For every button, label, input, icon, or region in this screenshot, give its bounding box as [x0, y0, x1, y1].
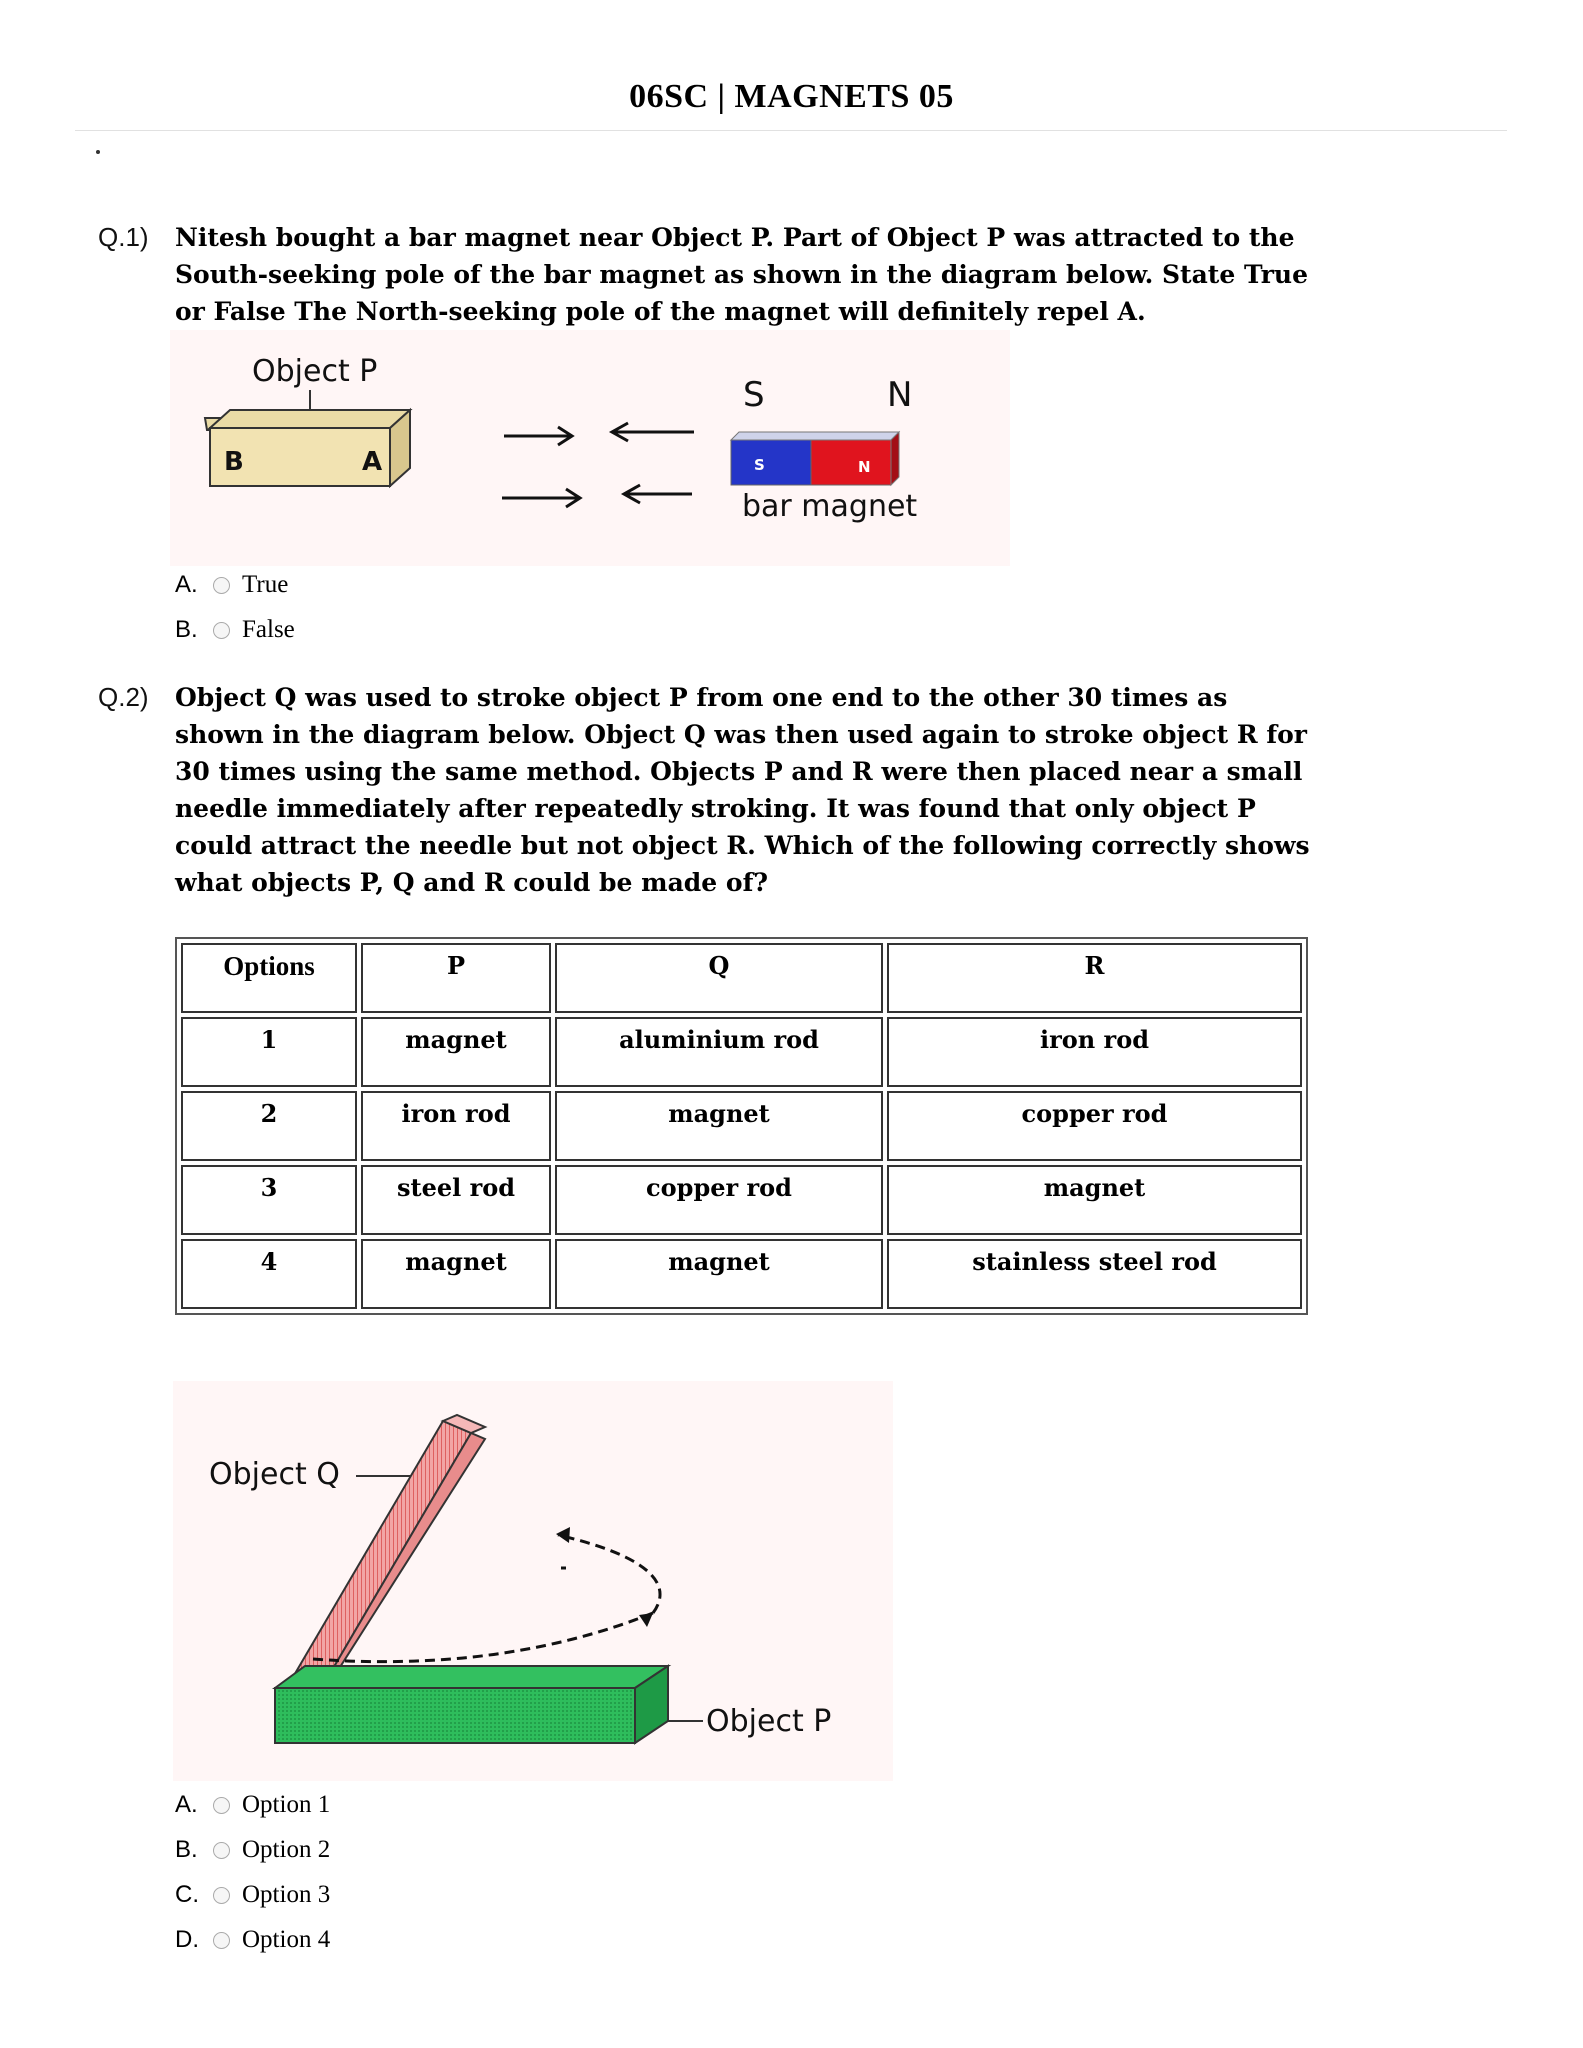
- page-title: 06SC | MAGNETS 05: [629, 78, 954, 115]
- table-row: [181, 1017, 1302, 1087]
- q1-option-a-radio[interactable]: [213, 577, 230, 594]
- table-cell: magnet: [361, 1017, 551, 1087]
- header-divider: [75, 130, 1507, 131]
- bullet-dot: [96, 150, 100, 154]
- table-row: [181, 1091, 1302, 1161]
- table-header-options: Options: [181, 943, 357, 1013]
- magnet-south-half: [731, 440, 811, 485]
- object-p-label: Object P: [706, 1704, 832, 1739]
- table-row: [181, 1165, 1302, 1235]
- q2-option-a[interactable]: [175, 1790, 330, 1820]
- pole-s-label: S: [743, 375, 765, 415]
- bar-magnet-caption: bar magnet: [742, 489, 918, 524]
- table-cell: stainless steel rod: [887, 1239, 1302, 1309]
- object-p-top: [275, 1666, 668, 1688]
- table-cell: copper rod: [887, 1091, 1302, 1161]
- object-q-label: Object Q: [209, 1457, 340, 1492]
- q2-option-c[interactable]: [175, 1880, 330, 1910]
- table-cell: iron rod: [361, 1091, 551, 1161]
- pole-n-label: N: [887, 375, 913, 415]
- object-p-label: Object P: [252, 354, 378, 389]
- table-cell: magnet: [361, 1239, 551, 1309]
- q1-option-a-letter: A.: [175, 571, 198, 598]
- q2-number: Q.2): [98, 682, 149, 712]
- q1-option-b[interactable]: [175, 615, 295, 645]
- q2-option-c-radio[interactable]: [213, 1887, 230, 1904]
- table-cell: iron rod: [887, 1017, 1302, 1087]
- q2-option-d-radio[interactable]: [213, 1932, 230, 1949]
- table-cell: magnet: [555, 1091, 883, 1161]
- magnet-s-small: S: [754, 456, 765, 474]
- q1-option-a-label: True: [242, 571, 289, 598]
- q2-option-d[interactable]: [175, 1925, 330, 1955]
- table-cell: copper rod: [555, 1165, 883, 1235]
- q2-option-c-label: Option 3: [242, 1881, 331, 1908]
- q1-diagram: [170, 330, 1010, 566]
- q2-diagram: [173, 1381, 893, 1781]
- magnet-side-face: [891, 432, 899, 485]
- table-header-p: P: [361, 943, 551, 1013]
- q2-option-b-letter: B.: [175, 1836, 198, 1863]
- table-cell: 2: [181, 1091, 357, 1161]
- table-header-q: Q: [555, 943, 883, 1013]
- q2-option-a-label: Option 1: [242, 1791, 331, 1818]
- table-cell: 1: [181, 1017, 357, 1087]
- options-table: [175, 937, 1308, 1315]
- magnet-north-half: [811, 440, 891, 485]
- q1-text: Nitesh bought a bar magnet near Object P. Part of Object P was attracted to the South-seeking pole of the bar magnet as shown in the diagram below. State True or False The North-seeking pole of the magnet will definitely repel A.: [175, 223, 1308, 326]
- table-cell: magnet: [887, 1165, 1302, 1235]
- table-cell: 3: [181, 1165, 357, 1235]
- magnet-top-face: [731, 432, 899, 440]
- end-a-label: A: [362, 447, 383, 477]
- q1-option-b-radio[interactable]: [213, 622, 230, 639]
- q1-option-a[interactable]: [175, 570, 288, 600]
- q2-option-a-letter: A.: [175, 1791, 198, 1818]
- q1-option-b-label: False: [242, 616, 295, 643]
- q2-option-c-letter: C.: [175, 1881, 199, 1908]
- magnet-n-small: N: [858, 458, 871, 476]
- q2-option-d-letter: D.: [175, 1926, 199, 1953]
- object-p-top: [210, 410, 410, 428]
- table-cell: aluminium rod: [555, 1017, 883, 1087]
- table-row: [181, 1239, 1302, 1309]
- q2-option-b[interactable]: [175, 1835, 330, 1865]
- q2-option-b-radio[interactable]: [213, 1842, 230, 1859]
- table-cell: 4: [181, 1239, 357, 1309]
- table-cell: steel rod: [361, 1165, 551, 1235]
- object-p-front: [275, 1688, 635, 1743]
- table-header-r: R: [887, 943, 1302, 1013]
- q2-option-a-radio[interactable]: [213, 1797, 230, 1814]
- q2-option-d-label: Option 4: [242, 1926, 331, 1953]
- q2-text: Object Q was used to stroke object P from one end to the other 30 times as shown in the diagram below. Object Q was then used again to stroke object R for 30 times using the same method. Objects P and R were then placed near a small needle immediately after repeatedly stroking. It was found that only object P could attract the needle but not object R. Which of the following correctly shows what objects P, Q and R could be made of?: [175, 683, 1310, 897]
- table-header-row: [181, 943, 1302, 1013]
- q1-number: Q.1): [98, 222, 149, 252]
- q1-option-b-letter: B.: [175, 616, 198, 643]
- q2-option-b-label: Option 2: [242, 1836, 331, 1863]
- end-b-label: B: [224, 447, 244, 477]
- table-cell: magnet: [555, 1239, 883, 1309]
